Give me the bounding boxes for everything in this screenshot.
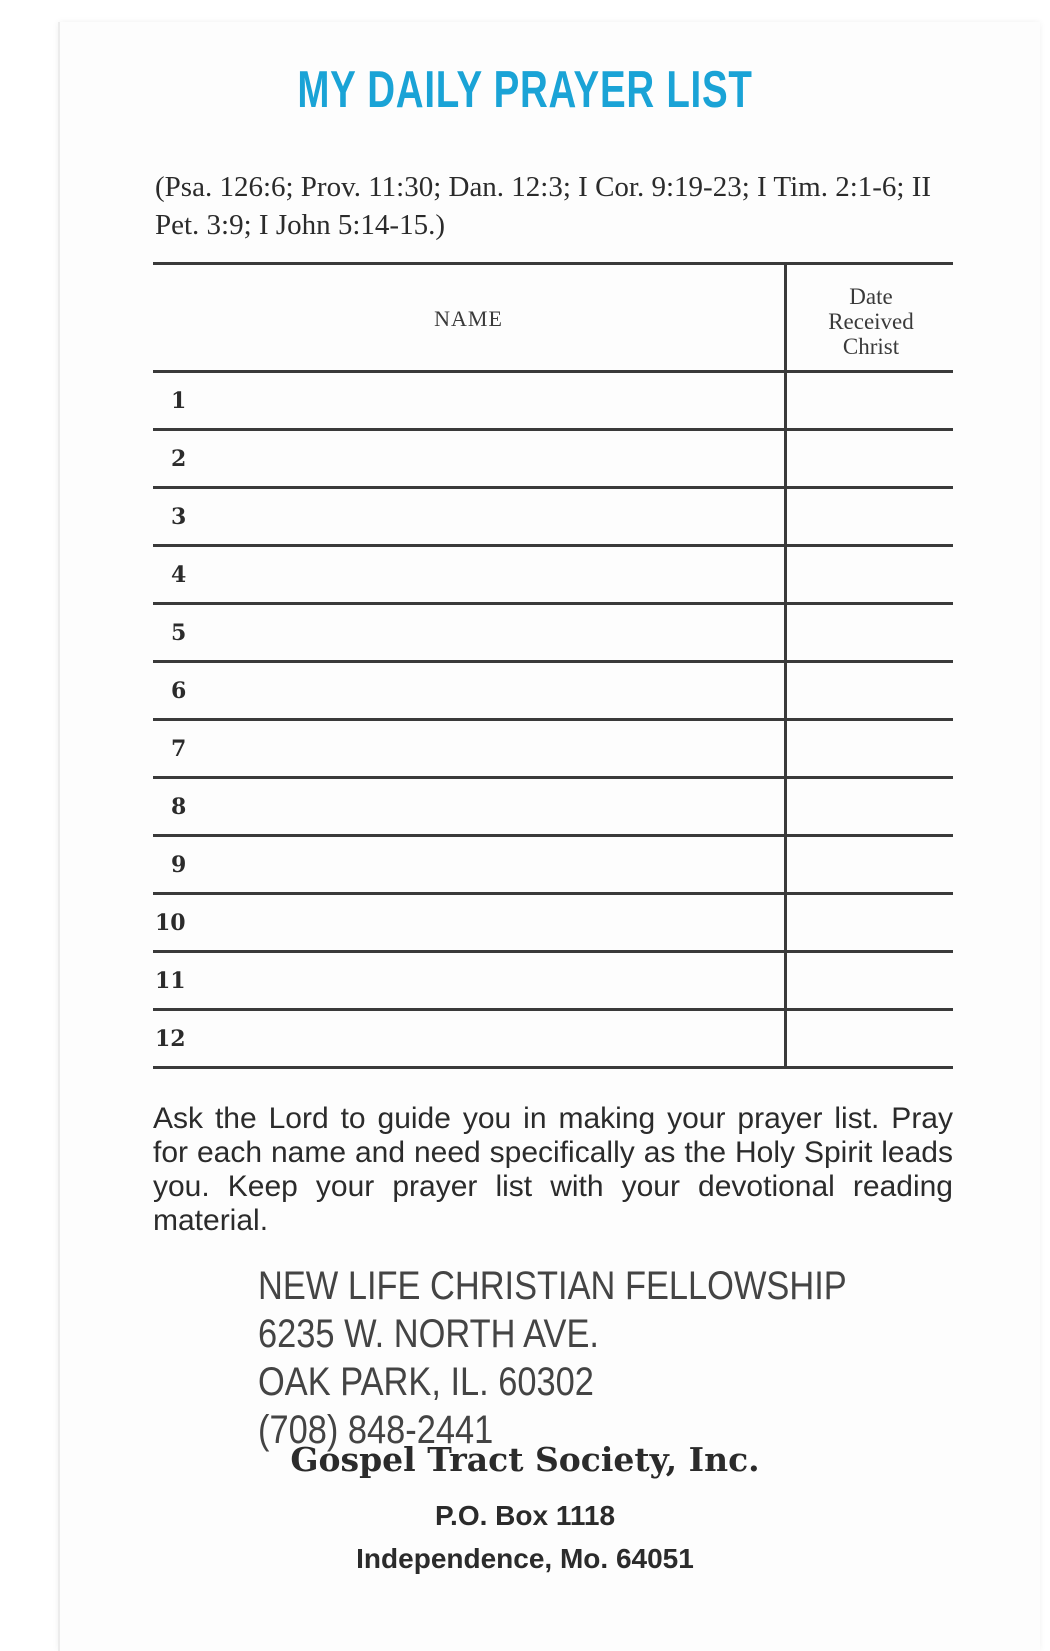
- stamp-line: 6235 W. NORTH AVE.: [258, 1312, 599, 1356]
- row-rule: [153, 718, 953, 721]
- row-rule: [153, 602, 953, 605]
- row-rule: [153, 776, 953, 779]
- row-rule: [153, 950, 953, 953]
- row-rule: [153, 544, 953, 547]
- row-rule: [153, 834, 953, 837]
- publisher-city: Independence, Mo. 64051: [356, 1543, 694, 1574]
- row-number: 4: [171, 562, 187, 588]
- row-number: 1: [171, 388, 187, 414]
- table-top-rule: [153, 262, 953, 265]
- row-rule: [153, 660, 953, 663]
- row-rule: [153, 428, 953, 431]
- stamp-line: NEW LIFE CHRISTIAN FELLOWSHIP: [258, 1264, 847, 1308]
- date-header-line: Date: [849, 284, 893, 309]
- row-number: 10: [155, 910, 186, 936]
- row-rule: [153, 892, 953, 895]
- publisher-name: Gospel Tract Society, Inc.: [290, 1440, 760, 1479]
- header-rule: [153, 370, 953, 373]
- row-rule: [153, 1008, 953, 1011]
- instructions-text: Ask the Lord to guide you in making your prayer list. Pray for each name and need specifically as the Holy Spirit leads you. Keep your prayer list with your devotional reading material.: [153, 1102, 953, 1237]
- row-rule: [153, 486, 953, 489]
- row-rule: [153, 1066, 953, 1069]
- column-divider: [784, 262, 787, 1068]
- date-header-line: Received: [828, 309, 914, 334]
- date-column-header: [789, 284, 953, 359]
- scripture-references: (Psa. 126:6; Prov. 11:30; Dan. 12:3; I Cor. 9:19-23; I Tim. 2:1-6; II Pet. 3:9; I John 5:14-15.): [155, 171, 932, 241]
- date-header-line: Christ: [842, 334, 900, 359]
- row-number: 6: [171, 678, 187, 704]
- row-number: 11: [155, 968, 186, 994]
- row-number: 3: [171, 504, 187, 530]
- row-number: 9: [171, 852, 187, 878]
- page-title: MY DAILY PRAYER LIST: [297, 61, 753, 119]
- prayer-list-table: [153, 262, 953, 1072]
- row-number: 8: [171, 794, 187, 820]
- row-number: 5: [171, 620, 187, 646]
- name-column-header: NAME: [434, 306, 503, 331]
- row-number: 2: [171, 446, 187, 472]
- publisher-pobox: P.O. Box 1118: [434, 1500, 616, 1531]
- stamp-line: OAK PARK, IL. 60302: [258, 1360, 594, 1404]
- church-stamp: [258, 1262, 847, 1454]
- stamp-line: (708) 848-2441: [258, 1408, 494, 1452]
- row-number: 12: [155, 1026, 186, 1052]
- row-number: 7: [171, 736, 187, 762]
